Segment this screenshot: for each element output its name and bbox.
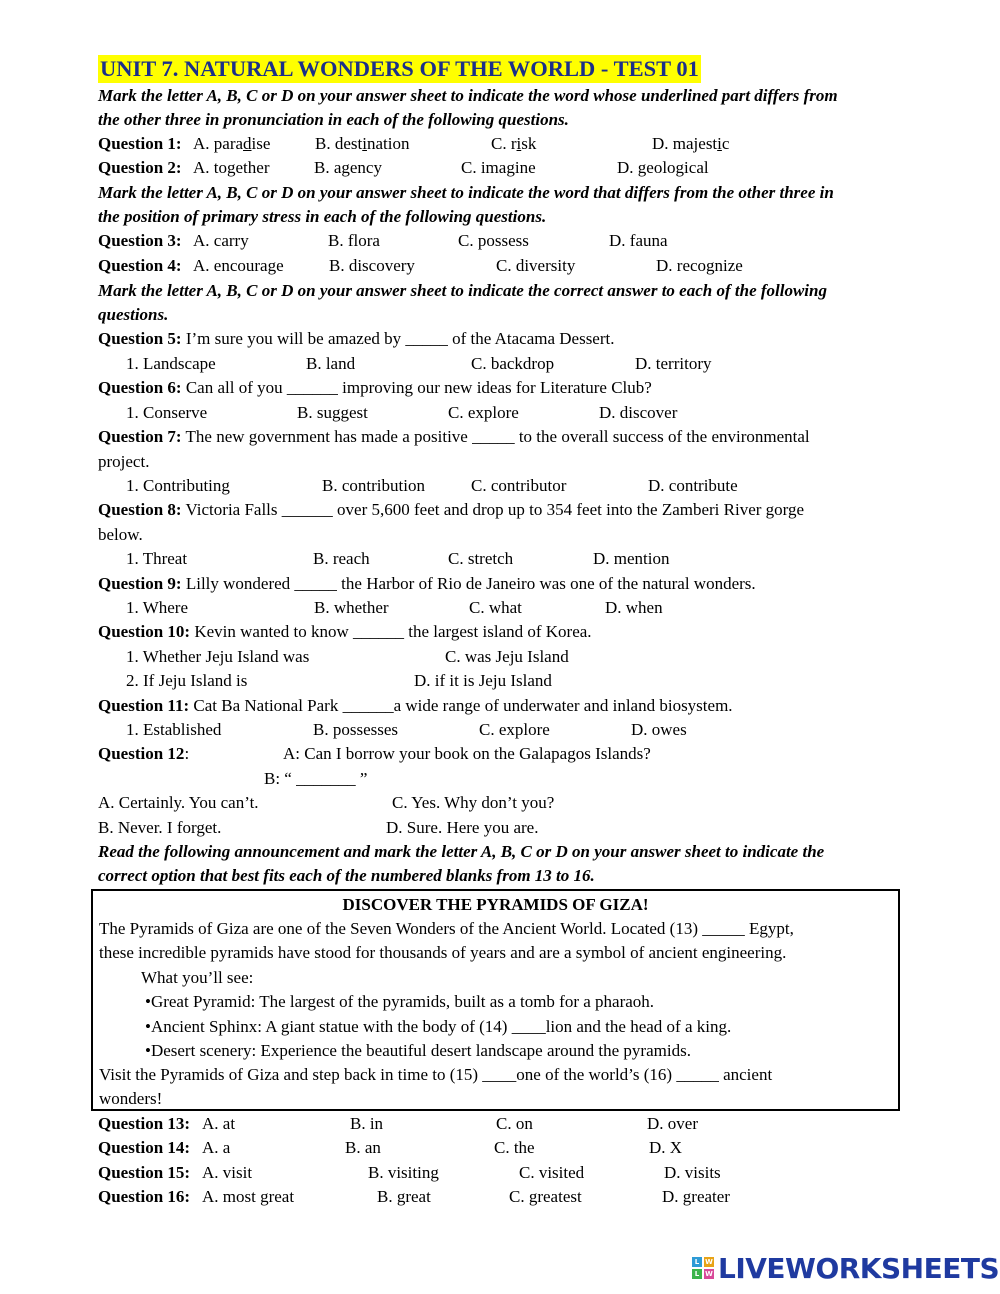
q1-option-b[interactable]: B. destination xyxy=(315,134,410,153)
question-11: Question 11: Cat Ba National Park ______a wide range of underwater and inland biosystem. xyxy=(98,696,733,715)
q14-option-b[interactable]: B. an xyxy=(345,1138,381,1157)
q8-option-d[interactable]: D. mention xyxy=(593,549,670,568)
q9-option-b[interactable]: B. whether xyxy=(314,598,389,617)
announcement-bullet-1: •Great Pyramid: The largest of the pyramids, built as a tomb for a pharaoh. xyxy=(145,992,655,1011)
announcement-line-5: wonders! xyxy=(99,1089,163,1108)
q13-option-d[interactable]: D. over xyxy=(647,1114,698,1133)
q15-option-d[interactable]: D. visits xyxy=(664,1163,721,1182)
q9-option-a[interactable]: 1. Where xyxy=(126,598,188,617)
question-10: Question 10: Kevin wanted to know ______ the largest island of Korea. xyxy=(98,622,592,641)
q16-option-c[interactable]: C. greatest xyxy=(509,1187,582,1206)
q14-option-a[interactable]: A. a xyxy=(202,1138,231,1157)
question-4: Question 4: xyxy=(98,256,182,275)
announcement-line-4: Visit the Pyramids of Giza and step back in time to (15) ____one of the world’s (16) _____ ancient xyxy=(99,1065,773,1084)
announcement-bullet-2: •Ancient Sphinx: A giant statue with the body of (14) ____lion and the head of a king. xyxy=(145,1017,732,1036)
question-16: Question 16: xyxy=(98,1187,191,1206)
q11-option-b[interactable]: B. possesses xyxy=(313,720,399,739)
q16-option-a[interactable]: A. most great xyxy=(202,1187,295,1206)
q10-option-d[interactable]: D. if it is Jeju Island xyxy=(414,671,552,690)
q4-option-c[interactable]: C. diversity xyxy=(496,256,576,275)
q12-option-a[interactable]: A. Certainly. You can’t. xyxy=(98,793,259,812)
q13-option-a[interactable]: A. at xyxy=(202,1114,236,1133)
q6-option-d[interactable]: D. discover xyxy=(599,403,678,422)
q15-option-b[interactable]: B. visiting xyxy=(368,1163,439,1182)
question-9: Question 9: Lilly wondered _____ the Harbor of Rio de Janeiro was one of the natural wonders. xyxy=(98,574,756,593)
q1-option-d[interactable]: D. majestic xyxy=(652,134,730,153)
q5-option-b[interactable]: B. land xyxy=(306,354,356,373)
q10-option-b[interactable]: 2. If Jeju Island is xyxy=(126,671,248,690)
question-8-cont: below. xyxy=(98,525,143,544)
announcement-line-2: these incredible pyramids have stood for thousands of years and are a symbol of ancient engineering. xyxy=(99,943,787,962)
question-14: Question 14: xyxy=(98,1138,191,1157)
q2-option-c[interactable]: C. imagine xyxy=(461,158,536,177)
instruction-announcement-cont: correct option that best fits each of the numbered blanks from 13 to 16. xyxy=(98,866,595,885)
q6-option-a[interactable]: 1. Conserve xyxy=(126,403,208,422)
q5-option-a[interactable]: 1. Landscape xyxy=(126,354,216,373)
logo-text: LIVEWORKSHEETS xyxy=(718,1251,1000,1285)
instruction-stress-cont: the position of primary stress in each of the following questions. xyxy=(98,207,547,226)
q7-option-c[interactable]: C. contributor xyxy=(471,476,567,495)
question-5: Question 5: I’m sure you will be amazed by _____ of the Atacama Dessert. xyxy=(98,329,615,348)
q12-line-a: A: Can I borrow your book on the Galapagos Islands? xyxy=(283,744,651,763)
q16-option-b[interactable]: B. great xyxy=(377,1187,431,1206)
question-7-cont: project. xyxy=(98,452,150,471)
question-3: Question 3: xyxy=(98,231,182,250)
q16-option-d[interactable]: D. greater xyxy=(662,1187,730,1206)
q7-option-a[interactable]: 1. Contributing xyxy=(126,476,230,495)
q3-option-d[interactable]: D. fauna xyxy=(609,231,668,250)
q8-option-c[interactable]: C. stretch xyxy=(448,549,514,568)
q11-option-c[interactable]: C. explore xyxy=(479,720,550,739)
q3-option-b[interactable]: B. flora xyxy=(328,231,380,250)
q9-option-c[interactable]: C. what xyxy=(469,598,522,617)
q8-option-a[interactable]: 1. Threat xyxy=(126,549,188,568)
q15-option-a[interactable]: A. visit xyxy=(202,1163,253,1182)
bullet-icon: • xyxy=(145,1041,151,1060)
bullet-icon: • xyxy=(145,992,151,1011)
q3-option-a[interactable]: A. carry xyxy=(193,231,249,250)
question-8: Question 8: Victoria Falls ______ over 5,600 feet and drop up to 354 feet into the Zamberi River gorge xyxy=(98,500,805,519)
instruction-correct-answer-cont: questions. xyxy=(98,305,169,324)
announcement-line-1: The Pyramids of Giza are one of the Seven Wonders of the Ancient World. Located (13) _____ Egypt, xyxy=(99,919,794,938)
q8-option-b[interactable]: B. reach xyxy=(313,549,370,568)
q4-option-b[interactable]: B. discovery xyxy=(329,256,415,275)
q3-option-c[interactable]: C. possess xyxy=(458,231,529,250)
q1-option-a[interactable]: A. paradise xyxy=(193,134,271,153)
announcement-box xyxy=(91,889,900,1111)
instruction-pronunciation-cont: the other three in pronunciation in each of the following questions. xyxy=(98,110,569,129)
announcement-bullet-3: •Desert scenery: Experience the beautiful desert landscape around the pyramids. xyxy=(145,1041,691,1060)
q10-option-a[interactable]: 1. Whether Jeju Island was xyxy=(126,647,310,666)
q12-line-b: B: “ _______ ” xyxy=(264,769,368,788)
question-7: Question 7: The new government has made a positive _____ to the overall success of the environmental xyxy=(98,427,810,446)
q5-option-c[interactable]: C. backdrop xyxy=(471,354,555,373)
bullet-icon: • xyxy=(145,1017,151,1036)
q12-option-c[interactable]: C. Yes. Why don’t you? xyxy=(392,793,555,812)
instruction-correct-answer: Mark the letter A, B, C or D on your answer sheet to indicate the correct answer to each of the following xyxy=(98,281,827,300)
q6-option-c[interactable]: C. explore xyxy=(448,403,519,422)
q4-option-d[interactable]: D. recognize xyxy=(656,256,743,275)
q9-option-d[interactable]: D. when xyxy=(605,598,663,617)
q13-option-c[interactable]: C. on xyxy=(496,1114,533,1133)
q1-option-c[interactable]: C. risk xyxy=(491,134,537,153)
q4-option-a[interactable]: A. encourage xyxy=(193,256,284,275)
q7-option-b[interactable]: B. contribution xyxy=(322,476,425,495)
logo-mark-icon: L W L W xyxy=(692,1257,714,1279)
question-6: Question 6: Can all of you ______ improving our new ideas for Literature Club? xyxy=(98,378,652,397)
q2-option-d[interactable]: D. geological xyxy=(617,158,709,177)
q12-option-d[interactable]: D. Sure. Here you are. xyxy=(386,818,539,837)
q11-option-a[interactable]: 1. Established xyxy=(126,720,222,739)
instruction-stress: Mark the letter A, B, C or D on your answer sheet to indicate the word that differs from the other three in xyxy=(98,183,834,202)
q2-option-b[interactable]: B. agency xyxy=(314,158,382,177)
liveworksheets-logo[interactable] xyxy=(692,1252,999,1284)
announcement-title: DISCOVER THE PYRAMIDS OF GIZA! xyxy=(342,895,649,914)
instruction-pronunciation: Mark the letter A, B, C or D on your answer sheet to indicate the word whose underlined part differs from xyxy=(98,86,838,105)
q14-option-c[interactable]: C. the xyxy=(494,1138,535,1157)
q6-option-b[interactable]: B. suggest xyxy=(297,403,368,422)
q11-option-d[interactable]: D. owes xyxy=(631,720,687,739)
announcement-what-youll-see: What you’ll see: xyxy=(141,968,254,987)
question-13: Question 13: xyxy=(98,1114,191,1133)
worksheet-title: UNIT 7. NATURAL WONDERS OF THE WORLD - TEST 01 xyxy=(100,56,699,81)
q12-option-b[interactable]: B. Never. I forget. xyxy=(98,818,222,837)
q2-option-a[interactable]: A. together xyxy=(193,158,270,177)
question-12: Question 12: xyxy=(98,744,190,763)
instruction-announcement: Read the following announcement and mark the letter A, B, C or D on your answer sheet to indicate the xyxy=(98,842,825,861)
question-2: Question 2: xyxy=(98,158,182,177)
q13-option-b[interactable]: B. in xyxy=(350,1114,384,1133)
q15-option-c[interactable]: C. visited xyxy=(519,1163,585,1182)
q5-option-d[interactable]: D. territory xyxy=(635,354,712,373)
question-15: Question 15: xyxy=(98,1163,191,1182)
question-1: Question 1: xyxy=(98,134,182,153)
q10-option-c[interactable]: C. was Jeju Island xyxy=(445,647,569,666)
q7-option-d[interactable]: D. contribute xyxy=(648,476,738,495)
q14-option-d[interactable]: D. X xyxy=(649,1138,683,1157)
